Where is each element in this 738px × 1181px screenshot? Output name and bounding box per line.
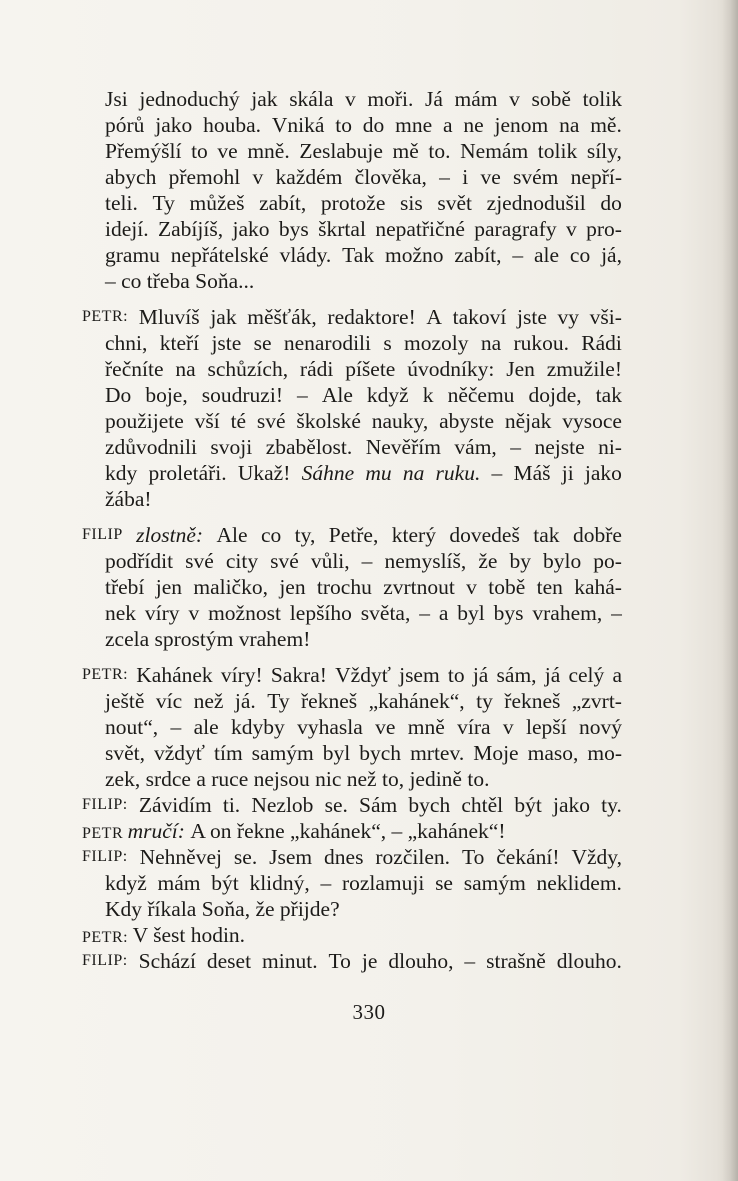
speaker-name: PETR	[82, 825, 128, 842]
paragraph-gap	[82, 652, 622, 662]
text-line: pórů jako houba. Vniká to do mne a ne jenom na mě.	[105, 113, 622, 137]
text-line: teli. Ty můžeš zabít, protože sis svět zjednodušil do	[105, 191, 622, 215]
speech-line: PETR: Kahánek víry! Sakra! Vždyť jsem to já sám, já celý a	[82, 663, 622, 687]
text-line: gramu nepřátelské vlády. Tak možno zabít, – ale co já,	[105, 243, 622, 267]
text-line: idejí. Zabíjíš, jako bys škrtal nepatřičné paragrafy v pro-	[105, 217, 622, 241]
page-number: 330	[352, 1000, 386, 1024]
text-line: když mám být klidný, – rozlamuji se samým neklidem.	[105, 871, 622, 895]
speaker-name: FILIP	[82, 526, 123, 543]
speech-line: FILIP zlostně: Ale co ty, Petře, který dovedeš tak dobře	[82, 523, 622, 547]
text-line: nout“, – ale kdyby vyhasla ve mně víra v lepší nový	[105, 715, 622, 739]
speaker-name: FILIP:	[82, 848, 128, 865]
text-line: zdůvodnili svoji zbabělost. Nevěřím vám, – nejste ni-	[105, 435, 622, 459]
text-line: Přemýšlí to ve mně. Zeslabuje mě to. Nemám tolik síly,	[105, 139, 622, 163]
speaker-name: FILIP:	[82, 952, 128, 969]
text-line: podřídit své city své vůli, – nemyslíš, že by bylo po-	[105, 549, 622, 573]
text-line: použijete vší té své školské nauky, abyste nějak vysoce	[105, 409, 622, 433]
text-line: třebí jen maličko, jen trochu zvrtnout v tobě ten kahá-	[105, 575, 622, 599]
speaker-name: PETR:	[82, 308, 129, 325]
paragraph-gap	[82, 294, 622, 304]
speech-line: PETR: Mluvíš jak měšťák, redaktore! A takoví jste vy vši-	[82, 305, 622, 329]
text-line: zek, srdce a ruce nejsou nic než to, jedině to.	[105, 767, 490, 791]
text-line: žába!	[105, 487, 152, 511]
text-line: abych přemohl v každém člověka, – i ve svém nepří-	[105, 165, 622, 189]
text-line: kdy proletáři. Ukaž! Sáhne mu na ruku. – Máš ji jako	[105, 461, 622, 485]
text-line: chni, kteří jste se nenarodili s mozoly na rukou. Rádi	[105, 331, 622, 355]
speech-line: FILIP: Nehněvej se. Jsem dnes rozčilen. To čekání! Vždy,	[82, 845, 622, 869]
text-line: Do boje, soudruzi! – Ale když k něčemu dojde, tak	[105, 383, 622, 407]
stage-direction: mručí:	[127, 819, 191, 843]
text-line: Kdy říkala Soňa, že přijde?	[105, 897, 340, 921]
speech-line: FILIP: Závidím ti. Nezlob se. Sám bych chtěl být jako ty.	[82, 793, 622, 817]
speaker-name: PETR:	[82, 666, 129, 683]
text-line: nek víry v možnost lepšího světa, – a byl bys vrahem, –	[105, 601, 622, 625]
speech-line: PETR mručí: A on řekne „kahánek“, – „kahánek“!	[82, 819, 506, 843]
text-line: řečníte na schůzích, rádi píšete úvodníky: Jen zmužile!	[105, 357, 622, 381]
speaker-name: FILIP:	[82, 796, 128, 813]
speaker-name: PETR:	[82, 929, 133, 946]
paragraph-gap	[82, 512, 622, 522]
text-line: Jsi jednoduchý jak skála v moři. Já mám v sobě tolik	[105, 87, 622, 111]
speech-line: FILIP: Schází deset minut. To je dlouho, – strašně dlouho.	[82, 949, 622, 973]
text-line: – co třeba Soňa...	[105, 269, 255, 293]
text-line: ještě víc než já. Ty řekneš „kahánek“, ty řekneš „zvrt-	[105, 689, 622, 713]
play-text-block	[82, 86, 622, 974]
speech-line: PETR: V šest hodin.	[82, 923, 246, 947]
text-line: svět, vždyť tím samým byl bych mrtev. Moje maso, mo-	[105, 741, 622, 765]
text-line: zcela sprostým vrahem!	[105, 627, 311, 651]
